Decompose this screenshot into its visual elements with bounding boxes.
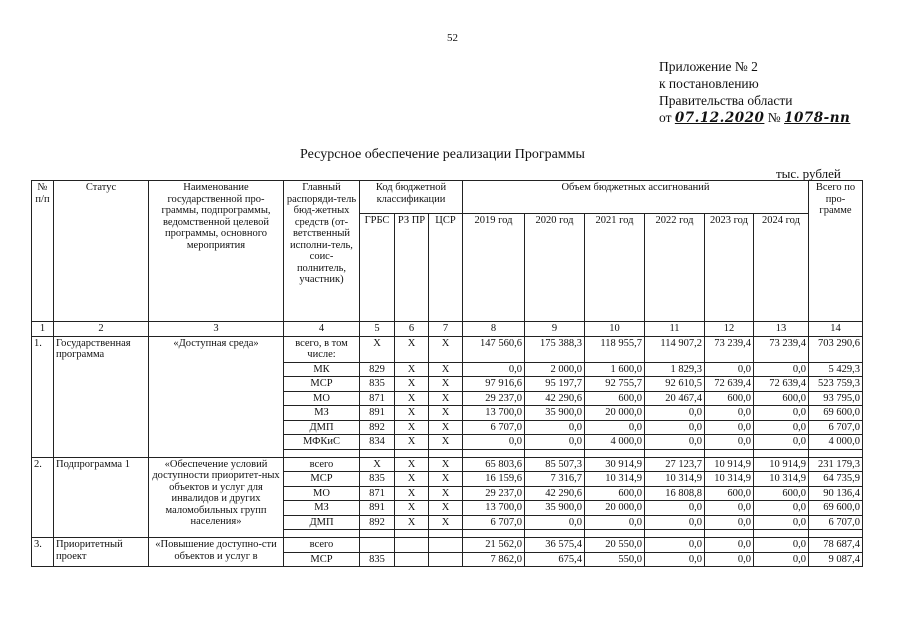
- row-amount: 118 955,7: [585, 336, 645, 362]
- column-number: 4: [284, 322, 360, 337]
- row-amount: 35 900,0: [525, 501, 585, 516]
- row-code: X: [429, 406, 463, 421]
- row-code: X: [395, 515, 429, 530]
- row-code: X: [429, 420, 463, 435]
- appendix-line-2: к постановлению: [659, 76, 759, 91]
- row-amount: 72 639,4: [754, 377, 809, 392]
- row-code: X: [429, 362, 463, 377]
- row-amount: 0,0: [645, 406, 705, 421]
- empty-cell: [809, 449, 863, 457]
- row-amount: 600,0: [754, 391, 809, 406]
- row-amount: 1 829,3: [645, 362, 705, 377]
- row-manager: МСР: [284, 552, 360, 567]
- row-code: X: [429, 336, 463, 362]
- row-code: X: [429, 501, 463, 516]
- row-amount: 20 000,0: [585, 501, 645, 516]
- row-code: X: [395, 420, 429, 435]
- row-amount: 0,0: [585, 420, 645, 435]
- row-amount: 703 290,6: [809, 336, 863, 362]
- column-number: 13: [754, 322, 809, 337]
- row-manager: всего: [284, 538, 360, 553]
- row-amount: 0,0: [705, 552, 754, 567]
- empty-cell: [705, 530, 754, 538]
- table-row: [32, 336, 863, 362]
- empty-cell: [360, 530, 395, 538]
- appendix-block: [659, 58, 850, 127]
- row-manager: МО: [284, 486, 360, 501]
- row-manager: МЗ: [284, 501, 360, 516]
- table-row: [32, 538, 863, 553]
- row-code: X: [429, 391, 463, 406]
- empty-cell: [429, 530, 463, 538]
- row-code: X: [429, 486, 463, 501]
- empty-cell: [585, 449, 645, 457]
- row-amount: 95 197,7: [525, 377, 585, 392]
- header-row-1: [32, 181, 863, 214]
- date-prefix: от: [659, 110, 672, 125]
- row-amount: 0,0: [705, 420, 754, 435]
- header-allocations: Объем бюджетных ассигнований: [463, 181, 809, 214]
- resource-table: [31, 180, 863, 567]
- empty-cell: [645, 530, 705, 538]
- row-amount: 16 808,8: [645, 486, 705, 501]
- row-manager: МЗ: [284, 406, 360, 421]
- empty-cell: [645, 449, 705, 457]
- row-name: «Обеспечение условий доступности приоритет-ных объектов и услуг для инвалидов и других маломобильных групп населения»: [149, 457, 284, 538]
- row-amount: 0,0: [754, 406, 809, 421]
- page-number: 52: [447, 32, 458, 44]
- row-code: 871: [360, 391, 395, 406]
- row-amount: 72 639,4: [705, 377, 754, 392]
- row-amount: 85 507,3: [525, 457, 585, 472]
- row-code: 891: [360, 501, 395, 516]
- row-manager: МСР: [284, 472, 360, 487]
- empty-cell: [585, 530, 645, 538]
- row-amount: 0,0: [645, 420, 705, 435]
- header-year-2019: 2019 год: [463, 214, 525, 322]
- row-code: X: [429, 457, 463, 472]
- empty-cell: [360, 449, 395, 457]
- header-name: Наименование государственной про-граммы, подпрограммы, ведомственной целевой программы, основного мероприятия: [149, 181, 284, 322]
- row-amount: 69 600,0: [809, 501, 863, 516]
- row-amount: 5 429,3: [809, 362, 863, 377]
- row-amount: 16 159,6: [463, 472, 525, 487]
- row-amount: 600,0: [585, 486, 645, 501]
- row-amount: 0,0: [705, 406, 754, 421]
- row-manager: всего: [284, 457, 360, 472]
- row-code: 835: [360, 552, 395, 567]
- row-code: X: [360, 336, 395, 362]
- header-num: № п/п: [32, 181, 54, 322]
- row-amount: 600,0: [754, 486, 809, 501]
- row-amount: 21 562,0: [463, 538, 525, 553]
- row-amount: 523 759,3: [809, 377, 863, 392]
- column-number: 3: [149, 322, 284, 337]
- row-status: Подпрограмма 1: [54, 457, 149, 538]
- row-amount: 10 314,9: [754, 472, 809, 487]
- empty-cell: [429, 449, 463, 457]
- row-amount: 0,0: [754, 501, 809, 516]
- row-amount: 9 087,4: [809, 552, 863, 567]
- row-code: 835: [360, 377, 395, 392]
- row-status: Приоритетный проект: [54, 538, 149, 567]
- row-code: 834: [360, 435, 395, 450]
- row-code: 892: [360, 515, 395, 530]
- column-number: 6: [395, 322, 429, 337]
- row-code: [360, 538, 395, 553]
- handwritten-number: 1078-пп: [784, 110, 851, 126]
- row-amount: 69 600,0: [809, 406, 863, 421]
- table-row: [32, 457, 863, 472]
- appendix-line-3: Правительства области: [659, 93, 793, 108]
- empty-cell: [525, 449, 585, 457]
- row-amount: 0,0: [525, 515, 585, 530]
- row-code: 891: [360, 406, 395, 421]
- empty-cell: [284, 530, 360, 538]
- row-amount: 675,4: [525, 552, 585, 567]
- row-amount: 29 237,0: [463, 391, 525, 406]
- row-amount: 6 707,0: [463, 515, 525, 530]
- column-number: 7: [429, 322, 463, 337]
- empty-cell: [754, 449, 809, 457]
- row-amount: 0,0: [645, 501, 705, 516]
- row-amount: 73 239,4: [705, 336, 754, 362]
- row-amount: 600,0: [705, 391, 754, 406]
- row-num: 2.: [32, 457, 54, 538]
- row-code: [395, 552, 429, 567]
- row-amount: 6 707,0: [809, 515, 863, 530]
- row-amount: 90 136,4: [809, 486, 863, 501]
- row-code: 871: [360, 486, 395, 501]
- row-amount: 0,0: [525, 420, 585, 435]
- empty-cell: [525, 530, 585, 538]
- column-number: 2: [54, 322, 149, 337]
- row-amount: 231 179,3: [809, 457, 863, 472]
- row-status: Государственная программа: [54, 336, 149, 457]
- row-amount: 27 123,7: [645, 457, 705, 472]
- row-code: X: [395, 501, 429, 516]
- row-amount: 0,0: [645, 538, 705, 553]
- header-year-2024: 2024 год: [754, 214, 809, 322]
- row-code: 829: [360, 362, 395, 377]
- row-amount: 20 467,4: [645, 391, 705, 406]
- row-amount: 10 914,9: [705, 457, 754, 472]
- column-number: 10: [585, 322, 645, 337]
- header-csr: ЦСР: [429, 214, 463, 322]
- row-manager: МФКиС: [284, 435, 360, 450]
- header-year-2023: 2023 год: [705, 214, 754, 322]
- row-code: X: [429, 377, 463, 392]
- row-code: [429, 538, 463, 553]
- row-amount: 13 700,0: [463, 501, 525, 516]
- row-amount: 0,0: [705, 501, 754, 516]
- column-number: 14: [809, 322, 863, 337]
- row-amount: 92 755,7: [585, 377, 645, 392]
- row-amount: 20 000,0: [585, 406, 645, 421]
- row-code: X: [395, 362, 429, 377]
- header-rzpr: РЗ ПР: [395, 214, 429, 322]
- row-amount: 0,0: [754, 552, 809, 567]
- row-name: «Повышение доступно-сти объектов и услуг в: [149, 538, 284, 567]
- row-amount: 0,0: [585, 515, 645, 530]
- row-amount: 0,0: [705, 538, 754, 553]
- empty-cell: [463, 449, 525, 457]
- row-amount: 10 314,9: [645, 472, 705, 487]
- row-amount: 35 900,0: [525, 406, 585, 421]
- row-code: X: [360, 457, 395, 472]
- row-code: X: [429, 435, 463, 450]
- appendix-date-line: [659, 109, 850, 127]
- column-number: 1: [32, 322, 54, 337]
- column-number: 5: [360, 322, 395, 337]
- row-amount: 0,0: [463, 362, 525, 377]
- row-amount: 0,0: [705, 515, 754, 530]
- header-year-2020: 2020 год: [525, 214, 585, 322]
- row-manager: ДМП: [284, 515, 360, 530]
- row-amount: 0,0: [645, 435, 705, 450]
- header-budget-code: Код бюджетной классификации: [360, 181, 463, 214]
- row-amount: 4 000,0: [585, 435, 645, 450]
- row-amount: 0,0: [463, 435, 525, 450]
- row-amount: 7 316,7: [525, 472, 585, 487]
- row-amount: 73 239,4: [754, 336, 809, 362]
- column-number-row: [32, 322, 863, 337]
- row-amount: 175 388,3: [525, 336, 585, 362]
- row-code: [395, 538, 429, 553]
- row-amount: 78 687,4: [809, 538, 863, 553]
- row-amount: 29 237,0: [463, 486, 525, 501]
- row-code: 835: [360, 472, 395, 487]
- row-amount: 36 575,4: [525, 538, 585, 553]
- row-amount: 0,0: [705, 362, 754, 377]
- row-code: X: [395, 435, 429, 450]
- header-year-2021: 2021 год: [585, 214, 645, 322]
- handwritten-date: 07.12.2020: [674, 110, 765, 126]
- header-manager: Главный распоряди-тель бюд-жетных средств (от-ветственный исполни-тель, соис-полнитель, участник): [284, 181, 360, 322]
- empty-cell: [284, 449, 360, 457]
- row-amount: 10 914,9: [754, 457, 809, 472]
- empty-cell: [705, 449, 754, 457]
- row-code: X: [395, 406, 429, 421]
- row-amount: 0,0: [754, 362, 809, 377]
- row-amount: 42 290,6: [525, 391, 585, 406]
- row-amount: 20 550,0: [585, 538, 645, 553]
- row-amount: 0,0: [754, 538, 809, 553]
- row-code: 892: [360, 420, 395, 435]
- row-amount: 1 600,0: [585, 362, 645, 377]
- row-amount: 114 907,2: [645, 336, 705, 362]
- row-manager: всего, в том числе:: [284, 336, 360, 362]
- row-amount: 6 707,0: [809, 420, 863, 435]
- header-status: Статус: [54, 181, 149, 322]
- row-amount: 92 610,5: [645, 377, 705, 392]
- row-amount: 0,0: [705, 435, 754, 450]
- row-amount: 13 700,0: [463, 406, 525, 421]
- row-code: X: [395, 457, 429, 472]
- row-amount: 0,0: [645, 552, 705, 567]
- header-year-2022: 2022 год: [645, 214, 705, 322]
- empty-cell: [395, 449, 429, 457]
- appendix-line-1: Приложение № 2: [659, 59, 758, 74]
- row-code: X: [395, 377, 429, 392]
- row-amount: 550,0: [585, 552, 645, 567]
- document-title: Ресурсное обеспечение реализации Программы: [300, 147, 585, 162]
- row-name: «Доступная среда»: [149, 336, 284, 457]
- row-amount: 97 916,6: [463, 377, 525, 392]
- row-amount: 2 000,0: [525, 362, 585, 377]
- row-amount: 0,0: [754, 420, 809, 435]
- row-manager: ДМП: [284, 420, 360, 435]
- row-amount: 30 914,9: [585, 457, 645, 472]
- row-amount: 0,0: [525, 435, 585, 450]
- empty-cell: [754, 530, 809, 538]
- row-amount: 10 314,9: [585, 472, 645, 487]
- row-manager: МК: [284, 362, 360, 377]
- row-amount: 4 000,0: [809, 435, 863, 450]
- row-code: X: [395, 472, 429, 487]
- header-total: Всего по про-грамме: [809, 181, 863, 322]
- row-amount: 65 803,6: [463, 457, 525, 472]
- row-amount: 600,0: [705, 486, 754, 501]
- row-code: X: [395, 486, 429, 501]
- row-code: X: [429, 515, 463, 530]
- row-amount: 10 314,9: [705, 472, 754, 487]
- row-amount: 0,0: [754, 515, 809, 530]
- row-code: [429, 552, 463, 567]
- row-amount: 6 707,0: [463, 420, 525, 435]
- empty-cell: [463, 530, 525, 538]
- row-amount: 0,0: [754, 435, 809, 450]
- column-number: 8: [463, 322, 525, 337]
- row-manager: МО: [284, 391, 360, 406]
- column-number: 11: [645, 322, 705, 337]
- row-code: X: [429, 472, 463, 487]
- row-amount: 600,0: [585, 391, 645, 406]
- row-amount: 7 862,0: [463, 552, 525, 567]
- unit-label: тыс. рублей: [776, 166, 841, 181]
- row-manager: МСР: [284, 377, 360, 392]
- column-number: 12: [705, 322, 754, 337]
- row-amount: 93 795,0: [809, 391, 863, 406]
- column-number: 9: [525, 322, 585, 337]
- header-grbs: ГРБС: [360, 214, 395, 322]
- number-prefix: №: [767, 110, 781, 125]
- row-num: 1.: [32, 336, 54, 457]
- row-code: X: [395, 336, 429, 362]
- row-amount: 0,0: [645, 515, 705, 530]
- row-amount: 42 290,6: [525, 486, 585, 501]
- empty-cell: [809, 530, 863, 538]
- empty-cell: [395, 530, 429, 538]
- row-code: X: [395, 391, 429, 406]
- row-amount: 147 560,6: [463, 336, 525, 362]
- row-amount: 64 735,9: [809, 472, 863, 487]
- row-num: 3.: [32, 538, 54, 567]
